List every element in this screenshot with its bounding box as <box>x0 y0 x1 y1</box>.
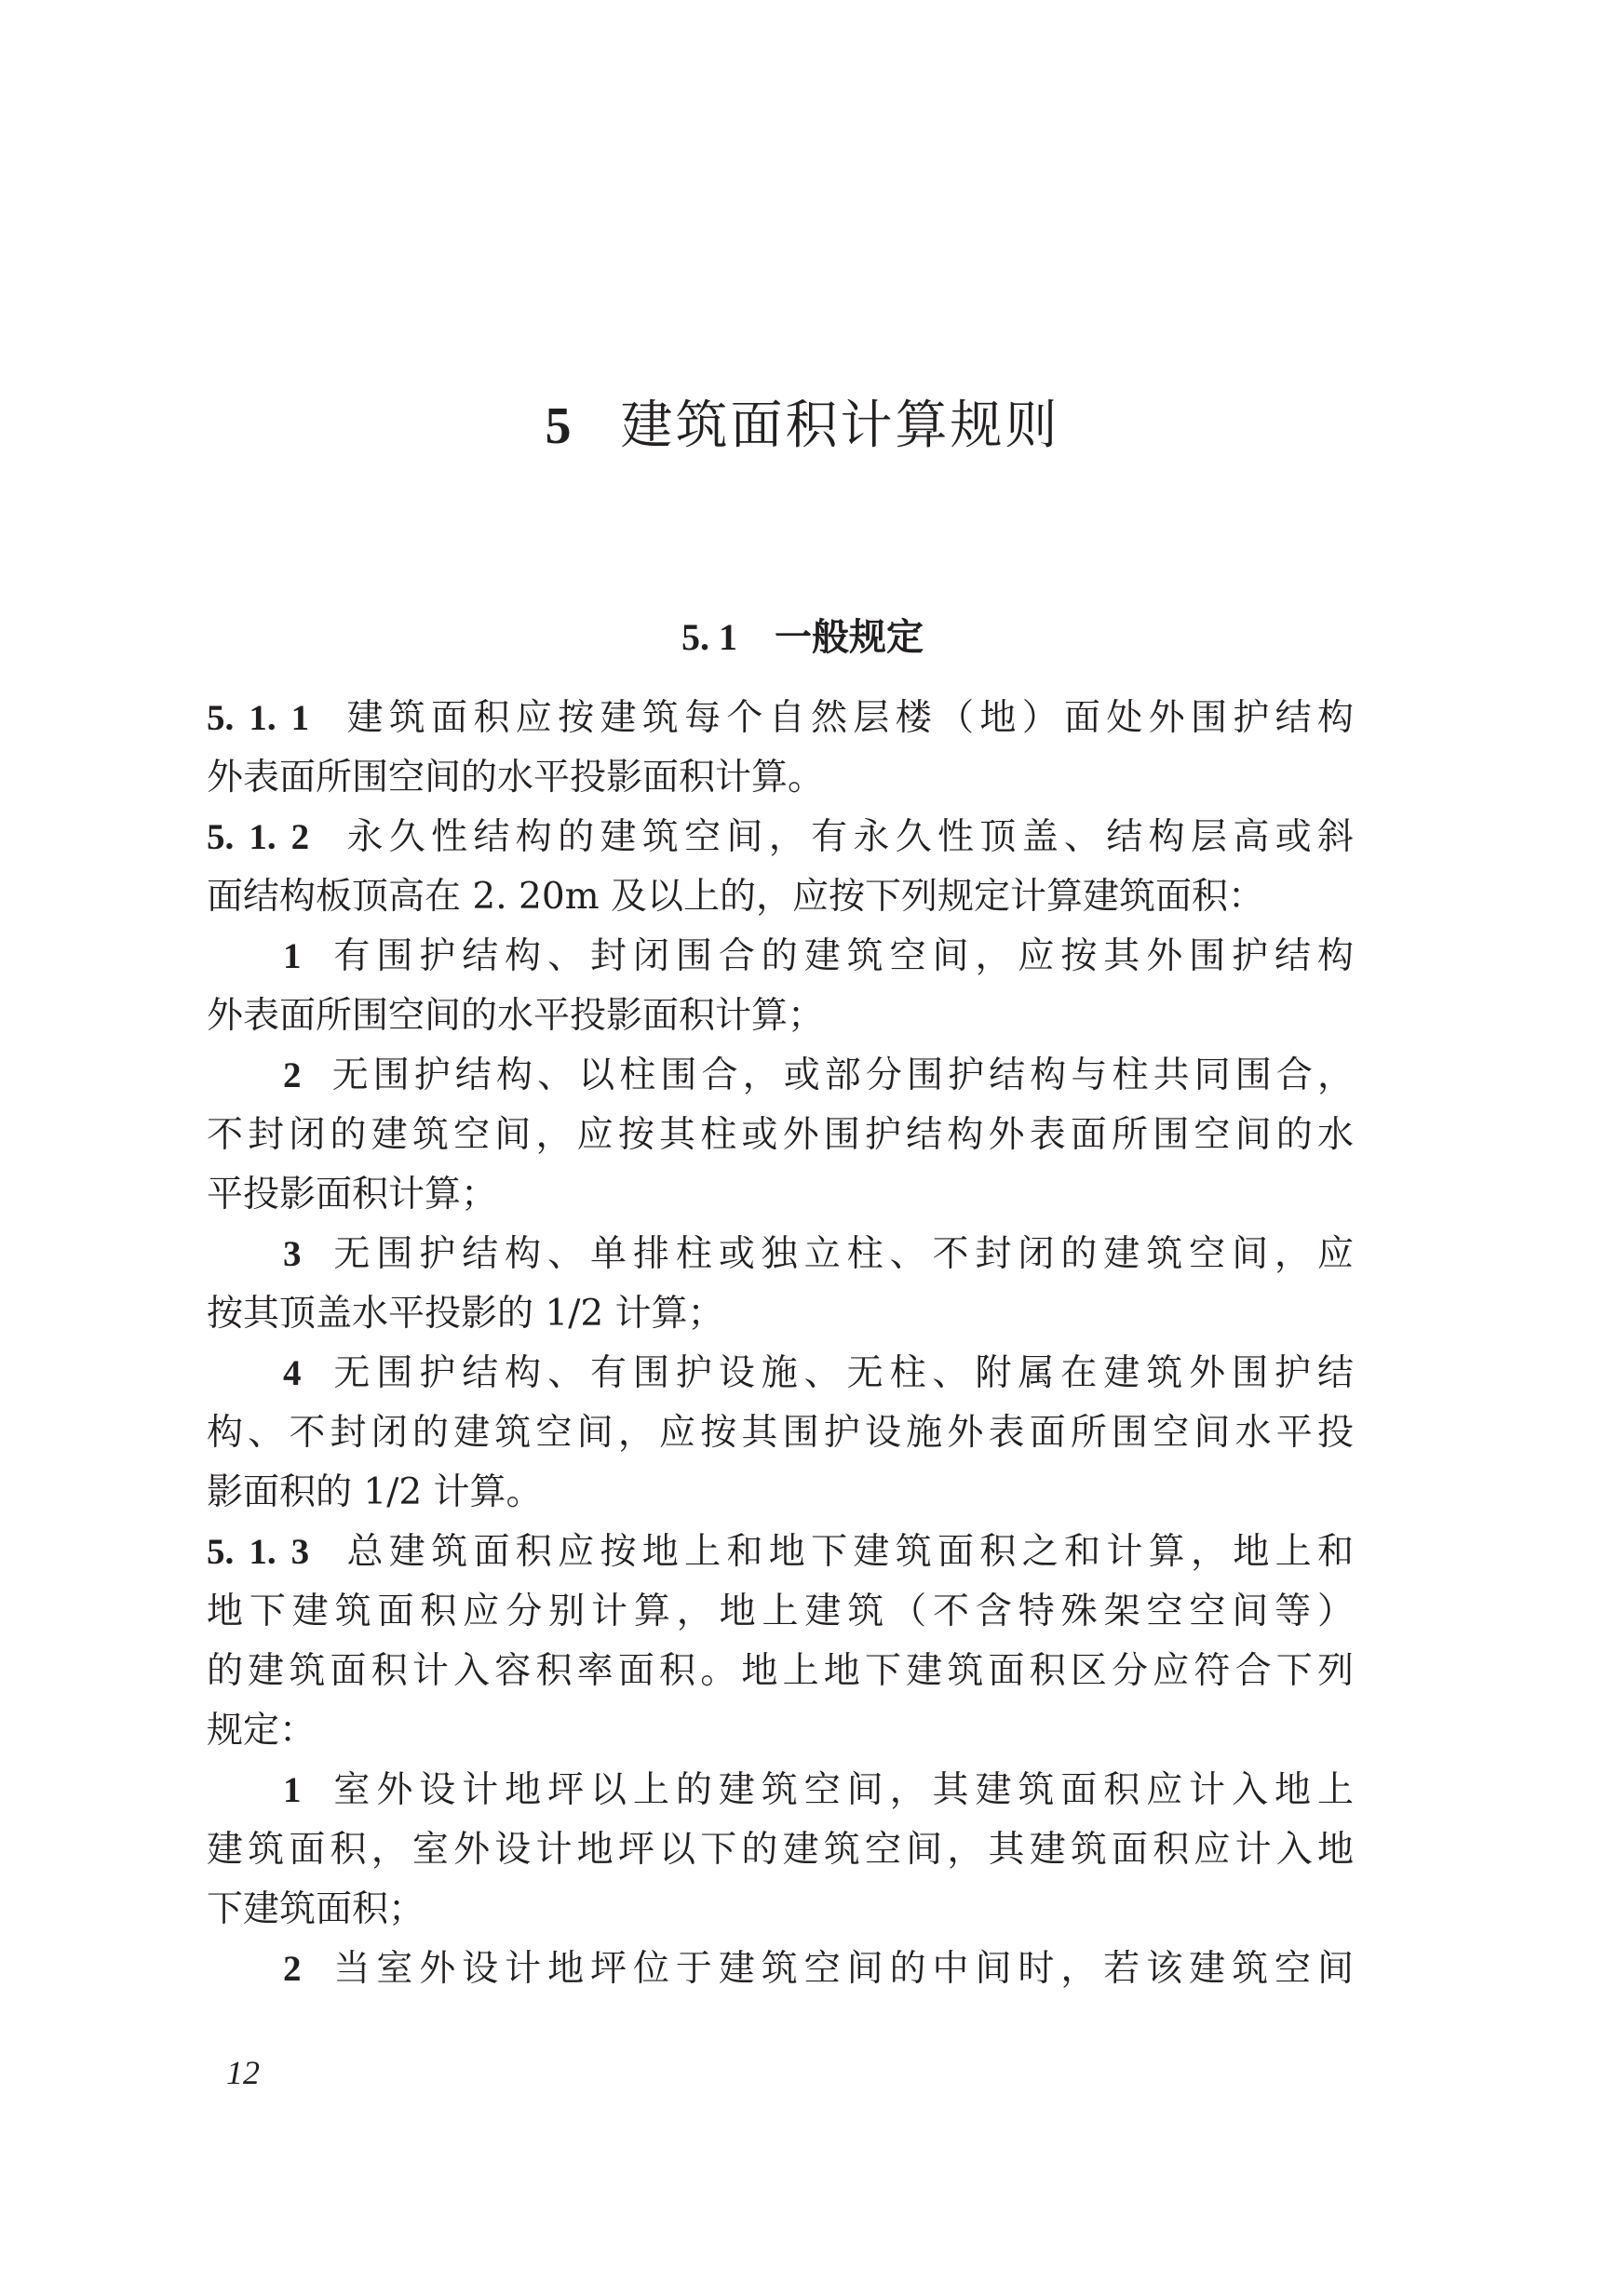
clause-5-1-3-line: 规定： <box>207 1710 317 1752</box>
clause-number: 5. 1. 2 <box>207 817 310 857</box>
page-number: 12 <box>226 2054 260 2091</box>
item-line: 影面积的 1/2 计算。 <box>207 1471 543 1513</box>
clause-5-1-1-line: 外表面所围空间的水平投影面积计算。 <box>207 757 825 799</box>
clause-text: 永久性结构的建筑空间，有永久性顶盖、结构层高或斜 <box>341 816 1354 858</box>
chapter-title <box>0 389 1605 463</box>
item-line <box>207 1344 1354 1403</box>
clause-number: 5. 1. 1 <box>207 698 310 738</box>
clause-5-1-2-line <box>207 808 1354 867</box>
item-number: 2 <box>283 1055 302 1095</box>
item-number: 1 <box>283 936 302 976</box>
item-line <box>207 1761 1354 1820</box>
item-text: 室外设计地坪以上的建筑空间，其建筑面积应计入地上 <box>327 1769 1354 1811</box>
section-heading: 一般规定 <box>775 616 924 659</box>
item-line <box>207 1940 1354 1999</box>
item-text: 有围护结构、封闭围合的建筑空间，应按其外围护结构 <box>327 935 1354 977</box>
item-line <box>207 1046 1354 1106</box>
item-line: 不封闭的建筑空间，应按其柱或外围护结构外表面所围空间的水 <box>207 1114 1354 1156</box>
item-number: 3 <box>283 1234 302 1274</box>
section-number: 5. 1 <box>681 616 737 658</box>
clause-text: 总建筑面积应按地上和地下建筑面积之和计算，地上和 <box>341 1531 1354 1573</box>
item-line <box>207 927 1354 987</box>
item-line: 平投影面积计算； <box>207 1174 498 1215</box>
item-line <box>207 1225 1354 1284</box>
chapter-number: 5 <box>545 397 574 455</box>
clause-5-1-3-line <box>207 1523 1354 1582</box>
clause-5-1-1-line <box>207 689 1354 748</box>
clause-text: 建筑面积应按建筑每个自然层楼（地）面处外围护结构 <box>341 697 1354 739</box>
item-number: 4 <box>283 1353 302 1393</box>
item-line: 按其顶盖水平投影的 1/2 计算； <box>207 1293 724 1335</box>
item-line: 外表面所围空间的水平投影面积计算； <box>207 995 825 1037</box>
item-line: 构、不封闭的建筑空间，应按其围护设施外表面所围空间水平投 <box>207 1412 1354 1454</box>
item-number: 2 <box>283 1949 302 1989</box>
clause-number: 5. 1. 3 <box>207 1532 310 1572</box>
clause-5-1-3-line: 的建筑面积计入容积率面积。地上地下建筑面积区分应符合下列 <box>207 1650 1354 1692</box>
clause-5-1-3-line: 地下建筑面积应分别计算，地上建筑（不含特殊架空空间等） <box>207 1591 1354 1632</box>
item-number: 1 <box>283 1770 302 1810</box>
section-title <box>0 610 1605 665</box>
item-text: 无围护结构、有围护设施、无柱、附属在建筑外围护结 <box>327 1352 1354 1394</box>
item-line: 下建筑面积； <box>207 1888 425 1930</box>
item-line: 建筑面积，室外设计地坪以下的建筑空间，其建筑面积应计入地 <box>207 1829 1354 1871</box>
clause-5-1-2-line: 面结构板顶高在 2. 20m 及以上的，应按下列规定计算建筑面积： <box>207 876 1265 918</box>
item-text: 无围护结构、单排柱或独立柱、不封闭的建筑空间，应 <box>327 1233 1354 1275</box>
item-text: 无围护结构、以柱围合，或部分围护结构与柱共同围合， <box>327 1054 1354 1096</box>
item-text: 当室外设计地坪位于建筑空间的中间时，若该建筑空间 <box>327 1948 1354 1990</box>
chapter-heading: 建筑面积计算规则 <box>620 396 1060 456</box>
body-text <box>207 689 1354 1999</box>
